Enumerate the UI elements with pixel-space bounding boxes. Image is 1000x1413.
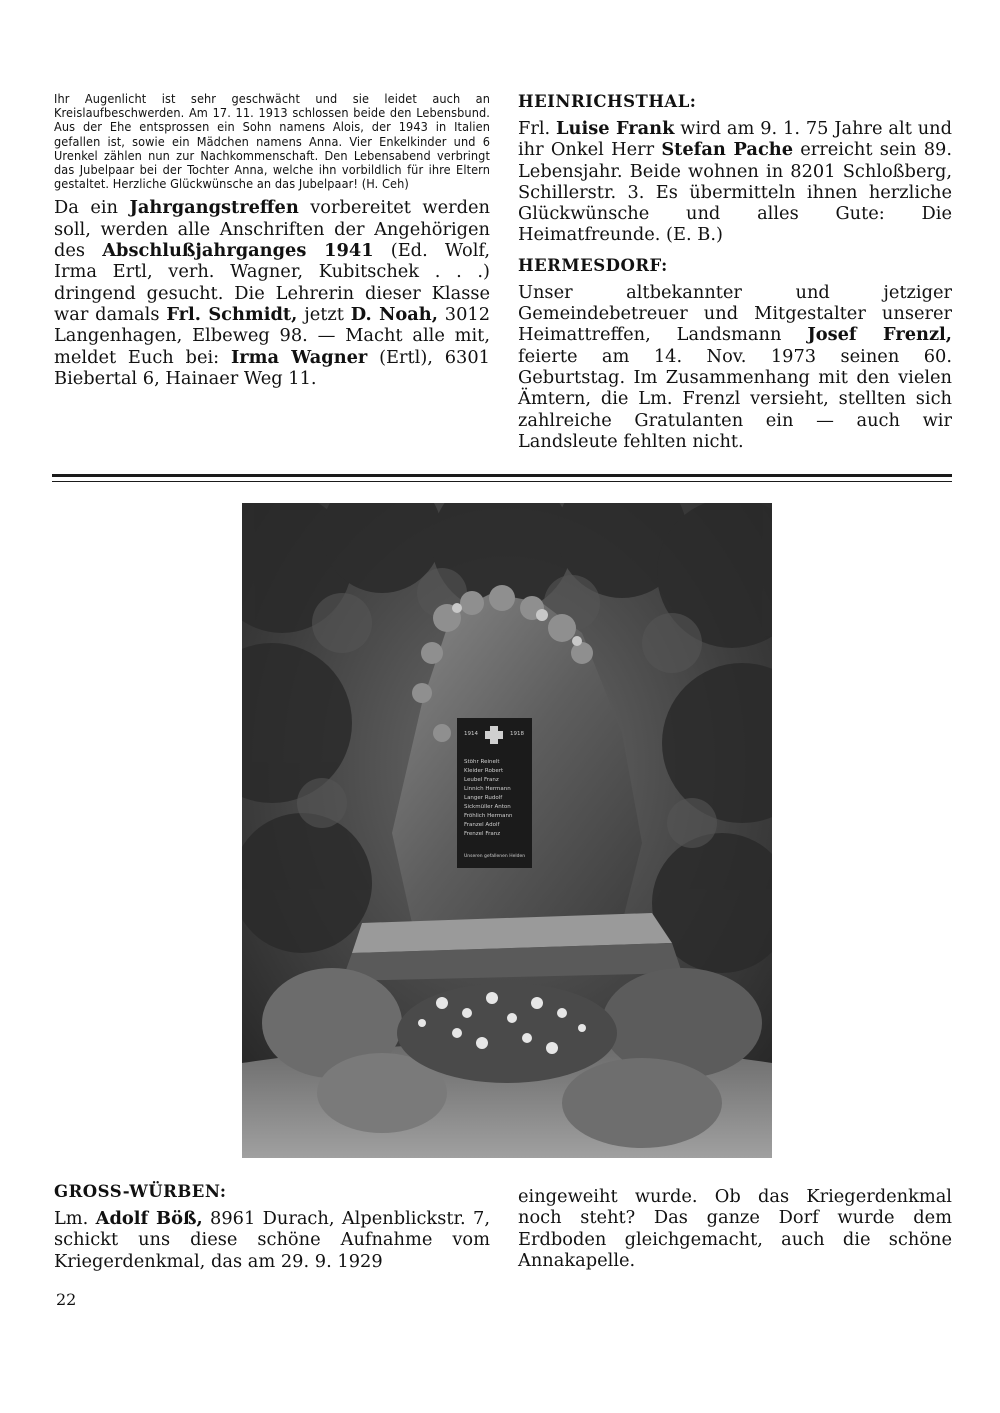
gross-wuerben-paragraph: Lm. Adolf Böß, 8961 Durach, Alpenblickstr. 7, schickt uns diese schöne Aufnahme vom Kriegerdenkmal, das am 29. 9. 1929	[54, 1208, 490, 1272]
left-column	[54, 92, 490, 389]
memorial-illustration	[242, 503, 772, 1158]
plaque-name: Langer Rudolf	[464, 795, 503, 801]
bold-text: Irma Wagner	[230, 346, 368, 368]
bold-text: Abschlußjahrganges 1941	[102, 240, 374, 262]
right-column	[518, 92, 952, 452]
bold-text: Josef Frenzl,	[807, 324, 952, 346]
section-heading-hermesdorf: HERMESDORF:	[518, 255, 668, 275]
plaque-name: Frenzel Franz	[464, 831, 501, 837]
section-divider-thin	[52, 481, 952, 482]
plaque-footer: Unseren gefallenen Helden	[464, 854, 526, 859]
heinrichsthal-paragraph: Frl. Luise Frank wird am 9. 1. 75 Jahre alt und ihr Onkel Herr Stefan Pache erreicht sein 89. Lebensjahr. Beide wohnen in 8201 Schloßberg, Schillerstr. 3. Es übermitteln ihnen herzliche Glückwünsche und alles Gute: Die Heimatfreunde. (E. B.)	[518, 118, 952, 246]
plaque-year-2: 1918	[510, 731, 524, 737]
section-heading-gross-wuerben: GROSS-WÜRBEN:	[54, 1182, 227, 1201]
plaque-name: Kleider Robert	[464, 768, 504, 774]
war-memorial-photo	[242, 503, 772, 1158]
gross-wuerben-section	[54, 1182, 490, 1272]
bold-text: Adolf Böß,	[95, 1208, 203, 1229]
section-divider	[52, 474, 952, 477]
gross-wuerben-paragraph-continued: eingeweiht wurde. Ob das Kriegerdenkmal noch steht? Das ganze Dorf wurde dem Erdboden gleichgemacht, auch die schöne Annakapelle.	[518, 1186, 952, 1271]
bold-text: Stefan Pache	[661, 139, 794, 161]
hermesdorf-paragraph: Unser altbekannter und jetziger Gemeindebetreuer und Mitgestalter unserer Heimattreffen, Landsmann Josef Frenzl, feierte am 14. Nov. 1973 seinen 60. Geburtstag. Im Zusammenhang mit den vielen Ämtern, die Lm. Frenzl versieht, stellten sich zahlreiche Gratulanten ein — auch wir Landsleute fehlten nicht.	[518, 281, 952, 452]
plaque-name: Stöhr Reinelt	[464, 759, 500, 765]
plaque-name: Leubel Franz	[464, 777, 499, 783]
bold-text: Frl. Schmidt,	[166, 303, 298, 325]
plaque-name: Fröhlich Hermann	[464, 813, 513, 819]
class-reunion-paragraph: Da ein Jahrgangstreffen vorbereitet werden soll, werden alle Anschriften der Angehörigen des Abschlußjahrganges 1941 (Ed. Wolf, Irma Ertl, verh. Wagner, Kubitschek . . .) dringend gesucht. Die Lehrerin dieser Klasse war damals Frl. Schmidt, jetzt D. Noah, 3012 Langenhagen, Elbeweg 98. — Macht alle mit, meldet Euch bei: Irma Wagner (Ertl), 6301 Biebertal 6, Hainaer Weg 11.	[54, 197, 491, 389]
plaque-name: Sickmüller Anton	[464, 804, 511, 810]
jubilee-paragraph: Ihr Augenlicht ist sehr geschwächt und sie leidet auch an Kreislaufbeschwerden. Am 17. 11. 1913 schlossen beide den Lebensbund. Aus der Ehe entsprossen ein Sohn namens Alois, der 1943 in Italien gefallen ist, sowie ein Mädchen namens Anna. Vier Enkelkinder und 6 Urenkel zählen nun zur Nachkommenschaft. Den Lebensabend verbringt das Jubelpaar bei der Tochter Anna, welche ihn vorbildlich für ihre Eltern gestaltet. Herzliche Glückwünsche an das Jubelpaar! (H. Ceh)	[54, 91, 490, 192]
bold-text: Luise Frank	[556, 118, 675, 139]
page-number: 22	[56, 1290, 77, 1309]
gross-wuerben-continued	[518, 1186, 952, 1271]
plaque-name: Linnich Hermann	[464, 786, 511, 792]
section-heading-heinrichsthal: HEINRICHSTHAL:	[518, 92, 697, 111]
plaque-year-1: 1914	[464, 731, 478, 737]
plaque-name: Franzel Adolf	[464, 822, 500, 828]
bold-text: D. Noah,	[350, 303, 438, 325]
bold-text: Jahrgangstreffen	[129, 197, 299, 219]
